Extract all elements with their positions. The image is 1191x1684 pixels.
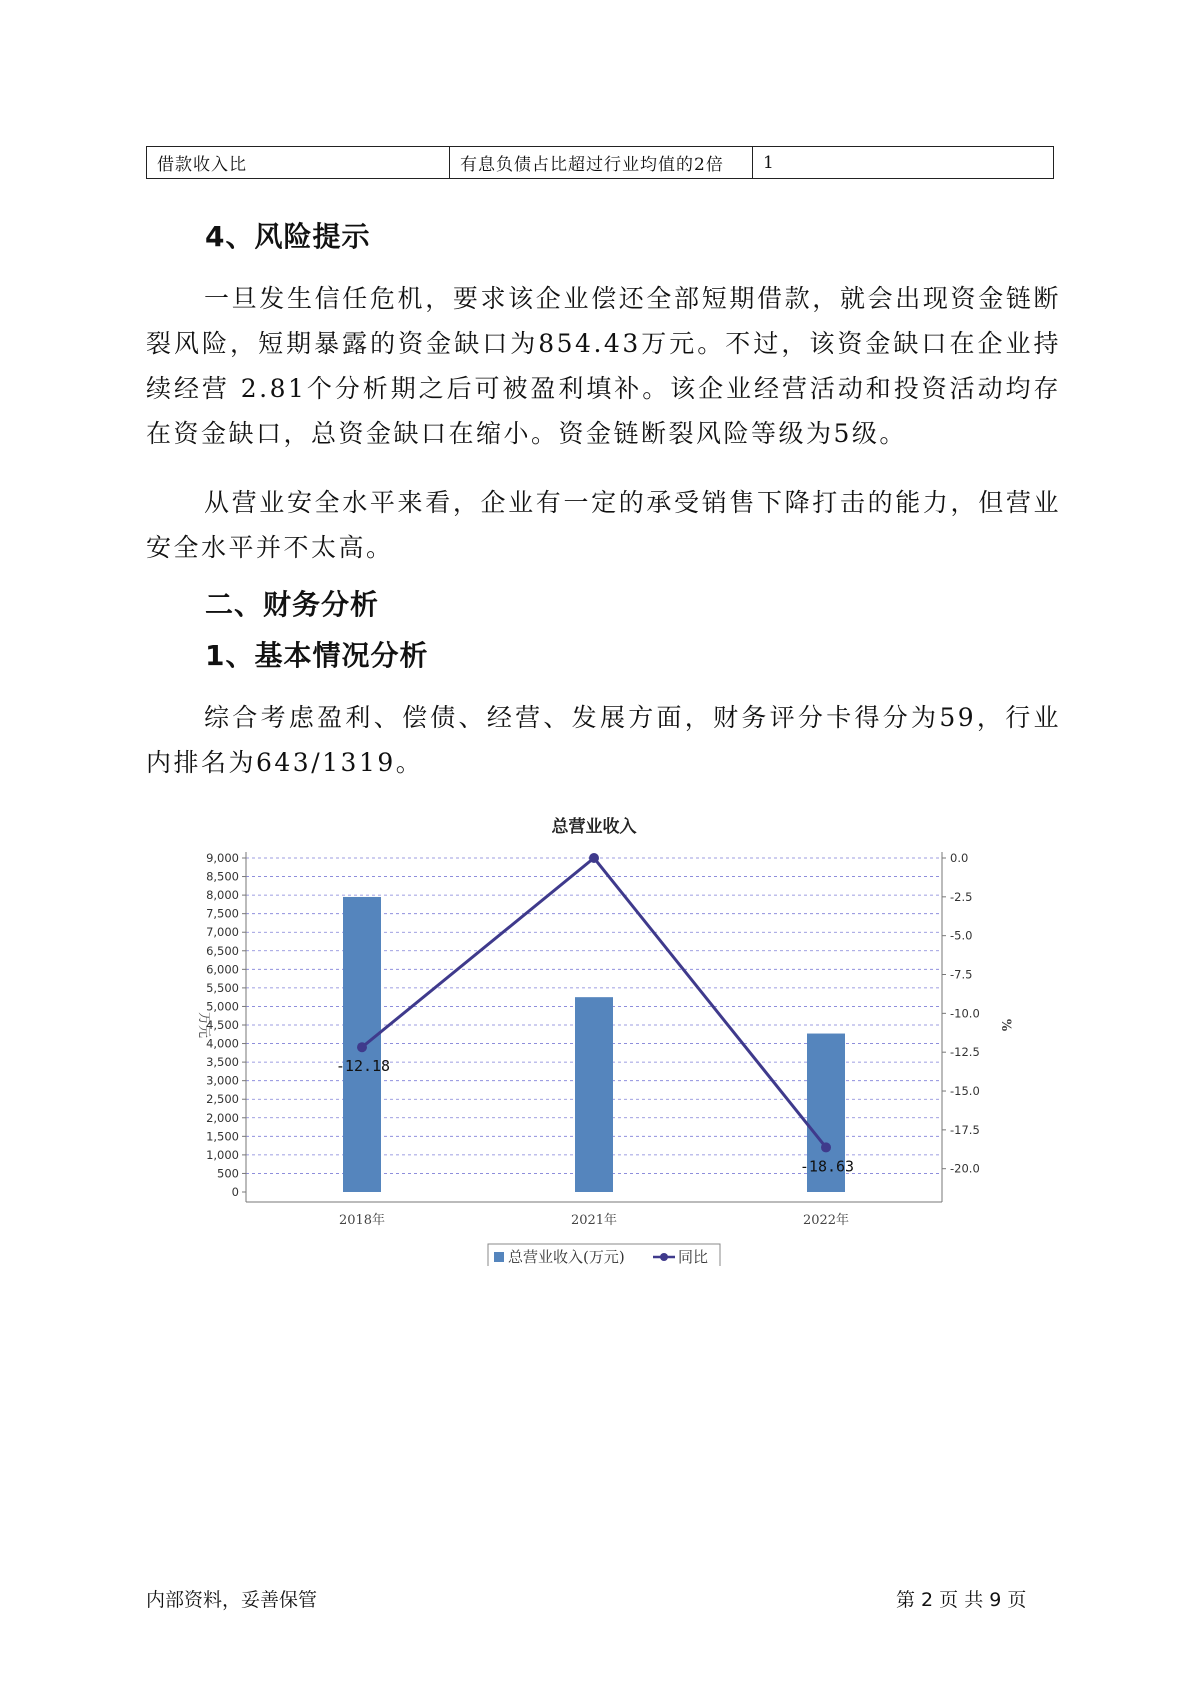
table-row <box>147 147 1054 179</box>
y-tick-label: 8,500 <box>206 869 239 884</box>
y-tick-label: 7,500 <box>206 906 239 921</box>
revenue-chart <box>170 806 1040 1266</box>
legend-label-yoy: 同比 <box>678 1248 709 1266</box>
risk-paragraph-2: 从营业安全水平来看，企业有一定的承受销售下降打击的能力，但营业安全水平并不太高。 <box>146 488 1061 562</box>
yoy-point <box>357 1042 367 1052</box>
x-tick-label: 2021年 <box>570 1213 618 1228</box>
y2-tick-label: -12.5 <box>950 1045 980 1060</box>
x-tick-label: 2018年 <box>338 1213 386 1228</box>
y-tick-label: 1,500 <box>206 1129 239 1144</box>
table-cell-value: 1 <box>753 147 1054 179</box>
yoy-point <box>589 853 599 863</box>
footer-confidential: 内部资料，妥善保管 <box>146 1589 318 1611</box>
y2-axis-label: % <box>998 1018 1013 1032</box>
y2-tick-label: -5.0 <box>950 928 973 943</box>
y2-tick-label: -10.0 <box>950 1006 980 1021</box>
y-tick-label: 6,500 <box>206 943 239 958</box>
y-tick-label: 4,000 <box>206 1036 239 1051</box>
y2-tick-label: -7.5 <box>950 967 973 982</box>
y2-tick-label: -2.5 <box>950 889 973 904</box>
legend-swatch-yoy-marker <box>660 1253 668 1261</box>
finance-heading: 二、财务分析 <box>205 588 380 621</box>
chart-title: 总营业收入 <box>551 817 637 837</box>
y-tick-label: 3,000 <box>206 1073 239 1088</box>
y-tick-label: 1,000 <box>206 1147 239 1162</box>
legend-swatch-revenue <box>494 1252 504 1262</box>
legend-label-revenue: 总营业收入(万元) <box>508 1248 625 1266</box>
y2-tick-label: -15.0 <box>950 1084 980 1099</box>
y2-tick-label: -17.5 <box>950 1122 980 1137</box>
table-cell-criterion: 有息负债占比超过行业均值的2倍 <box>450 147 753 179</box>
y-tick-label: 500 <box>217 1166 239 1181</box>
y-tick-label: 5,000 <box>206 999 239 1014</box>
revenue-bar <box>575 997 613 1192</box>
risk-paragraph-1: 一旦发生信任危机，要求该企业偿还全部短期借款，就会出现资金链断裂风险，短期暴露的资金缺口为854.43万元。不过，该资金缺口在企业持续经营 2.81个分析期之后可被盈利填补。该企业经营活动和投资活动均存在资金缺口，总资金缺口在缩小。资金链断裂风险等级为5级。 <box>146 284 1061 448</box>
y-tick-label: 5,500 <box>206 980 239 995</box>
y-tick-label: 9,000 <box>206 851 239 865</box>
footer-page-number: 第 2 页 共 9 页 <box>896 1589 1027 1611</box>
ratio-table <box>146 146 1054 179</box>
y-axis-label: 万元 <box>196 1011 211 1039</box>
y-tick-label: 2,500 <box>206 1092 239 1107</box>
yoy-point <box>821 1142 831 1152</box>
y-tick-label: 7,000 <box>206 925 239 940</box>
y-tick-label: 6,000 <box>206 962 239 977</box>
y-tick-label: 4,500 <box>206 1018 239 1032</box>
basic-analysis-heading: 1、基本情况分析 <box>205 639 429 672</box>
x-tick-label: 2022年 <box>802 1213 850 1228</box>
finance-paragraph-1: 综合考虑盈利、偿债、经营、发展方面，财务评分卡得分为59，行业内排名为643/1319。 <box>146 703 1061 777</box>
yoy-data-label: -12.18 <box>335 1057 391 1076</box>
y2-tick-label: 0.0 <box>950 851 969 865</box>
y-tick-label: 0 <box>231 1185 239 1199</box>
y-tick-label: 8,000 <box>206 888 239 903</box>
y-tick-label: 3,500 <box>206 1055 239 1070</box>
y2-tick-label: -20.0 <box>950 1161 980 1176</box>
table-cell-indicator: 借款收入比 <box>147 147 450 179</box>
yoy-data-label: -18.63 <box>799 1157 855 1176</box>
y-tick-label: 2,000 <box>206 1110 239 1125</box>
risk-heading: 4、风险提示 <box>205 220 371 253</box>
